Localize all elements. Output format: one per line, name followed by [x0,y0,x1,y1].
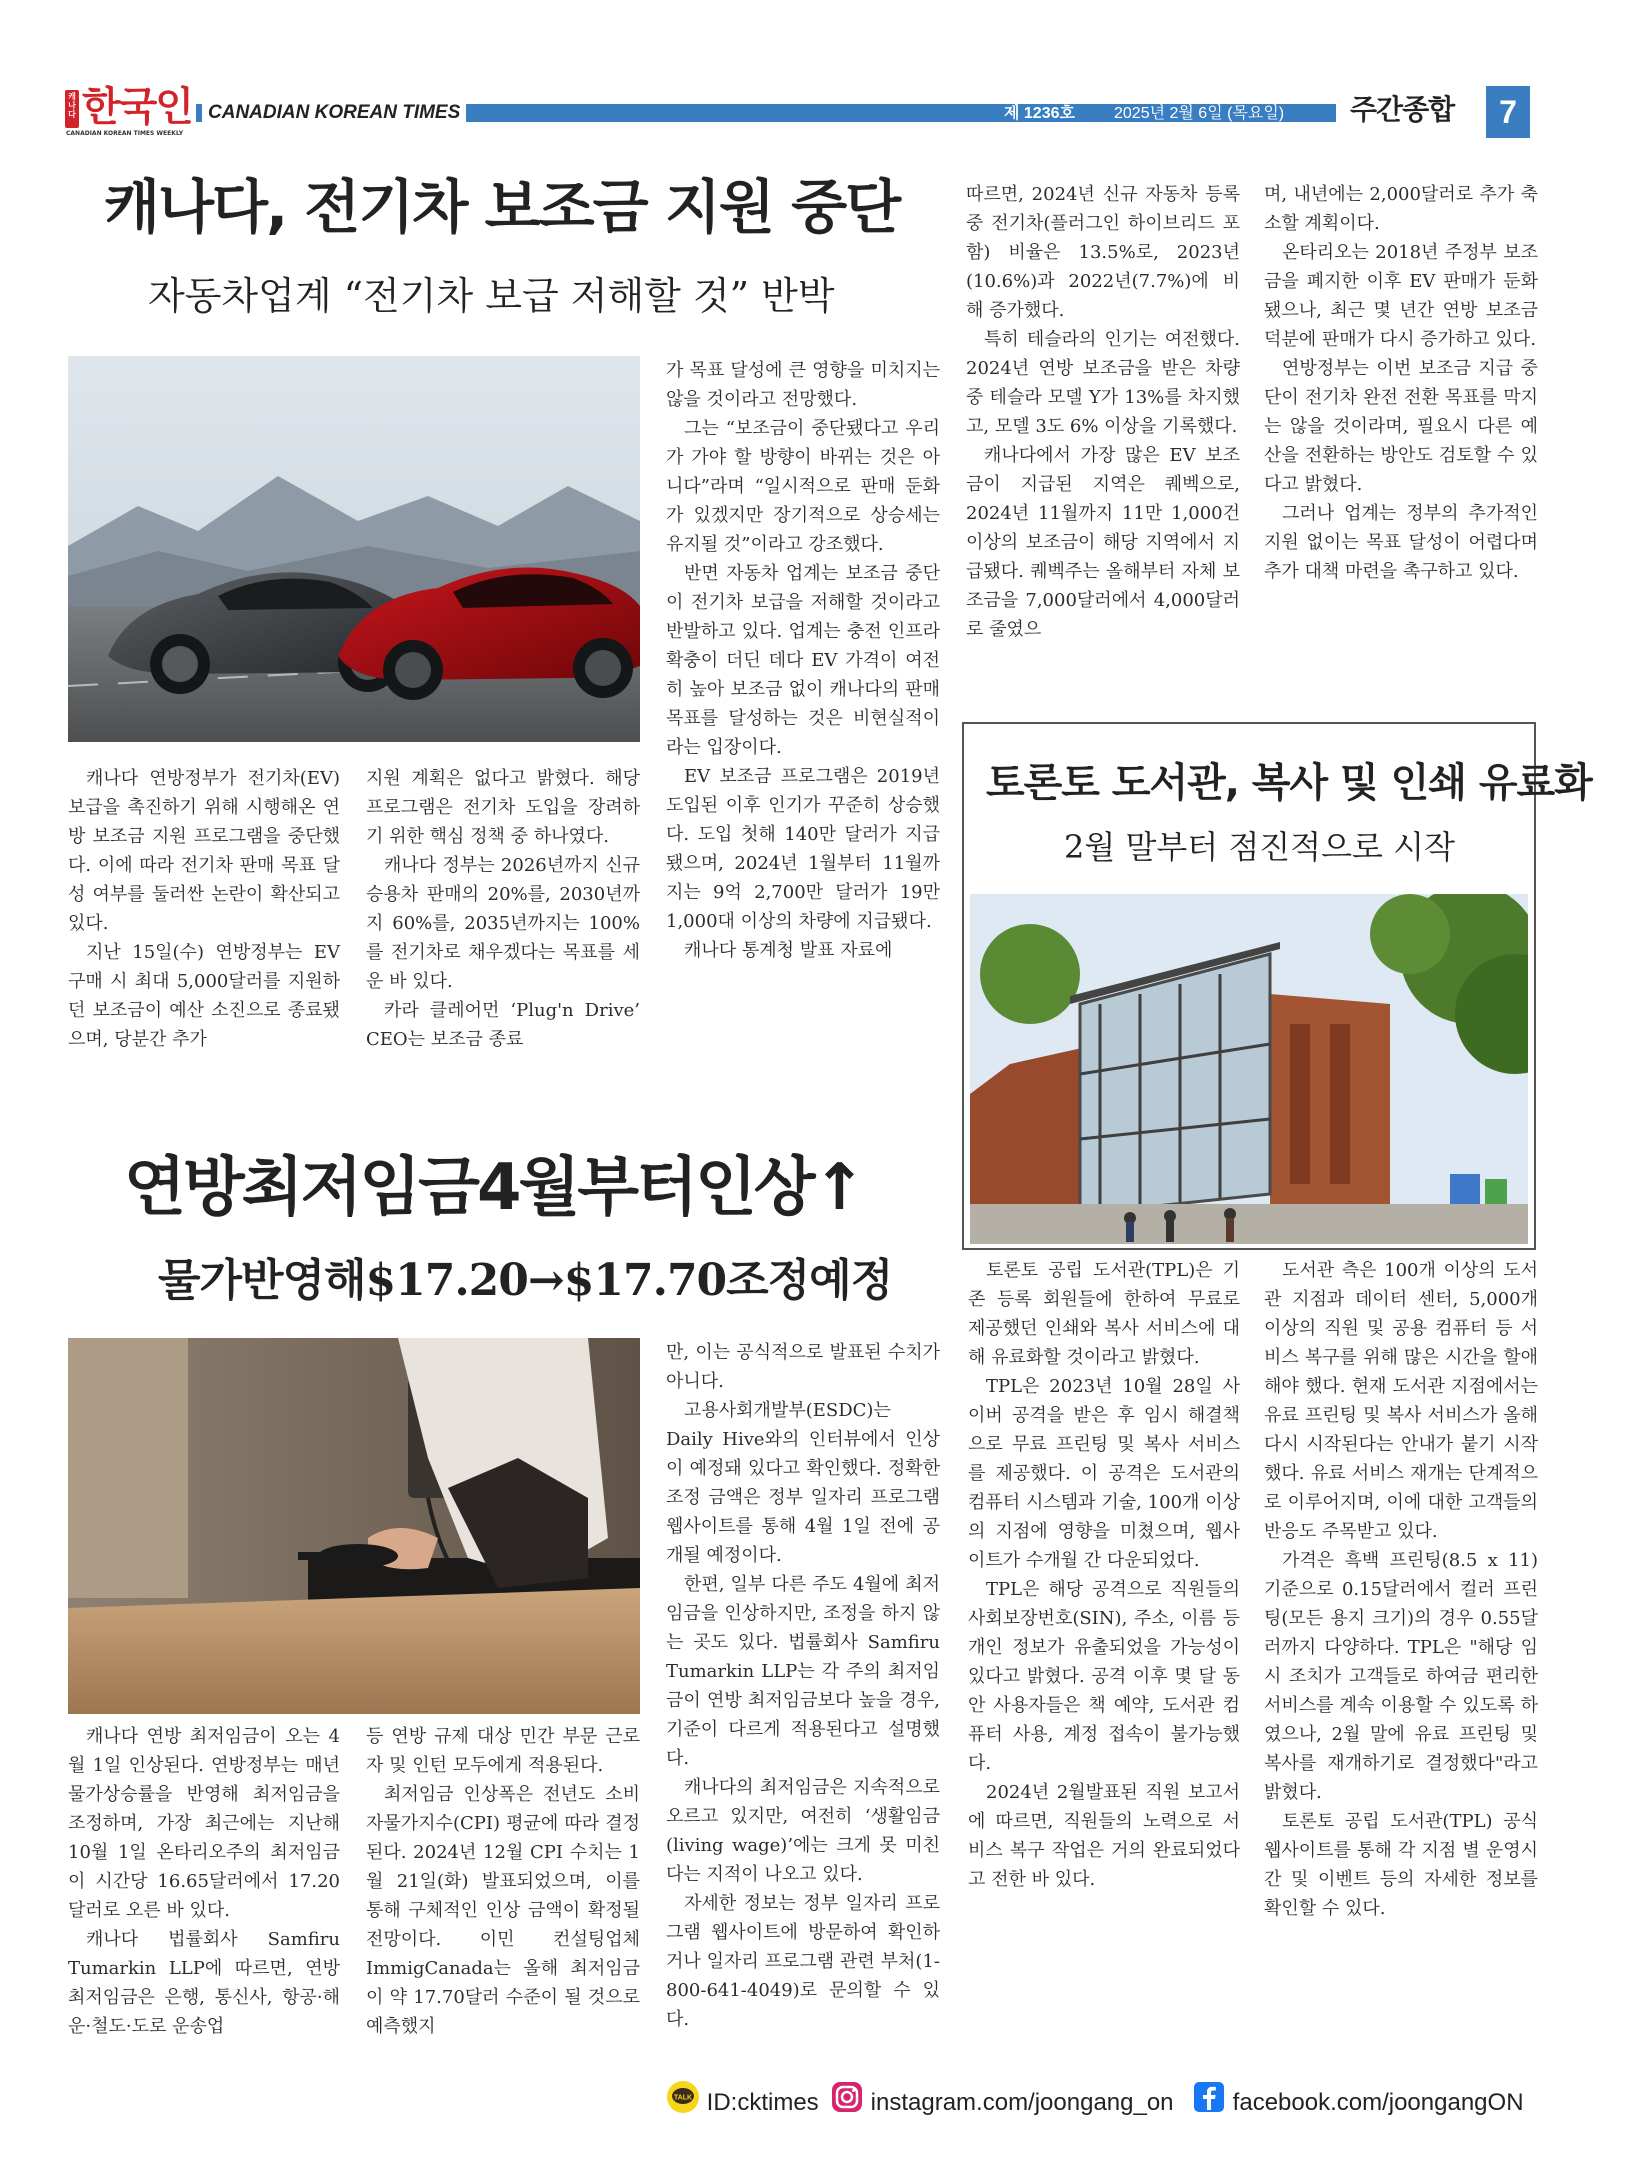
paragraph: 토론토 공립 도서관(TPL) 공식 웹사이트를 통해 각 지점 별 운영시간 및 이벤트 등의 자세한 정보를 확인할 수 있다. [1264,1811,1538,1919]
paragraph: 며, 내년에는 2,000달러로 추가 축소할 계획이다. [1264,184,1538,234]
kakaotalk-icon [666,2080,700,2127]
kakao-id: ID:cktimes [706,2088,819,2116]
paragraph: 도서관 측은 100개 이상의 도서관 지점과 데이터 센터, 5,000개 이상의 직원 및 공용 컴퓨터 등 서비스 복구를 위해 많은 시간을 할애해야 했다. 현재 도서관 지점에서는 유료 프린팅 및 복사 서비스가 올해 다시 시작된다는 안내가 붙기 시작했다. 유료 서비스 재개는 단계적으로 이루어지며, 이에 대한 고객들의 반응도 주목받고 있다. [1264,1260,1538,1542]
paragraph: 고용사회개발부(ESDC)는 Daily Hive와의 인터뷰에서 인상이 예정돼 있다고 확인했다. 정확한 조정 금액은 정부 일자리 프로그램 웹사이트를 통해 4월 1일 전에 공개될 예정이다. [666,1400,940,1566]
paragraph: 연방정부는 이번 보조금 지급 중단이 전기차 완전 전환 목표를 막지는 않을 것이라며, 필요시 다른 예산을 전환하는 방안도 검토할 수 있다고 밝혔다. [1264,358,1538,495]
page-number: 7 [1486,86,1530,138]
article2-subhead: 물가반영해$17.20→$17.70조정예정 [158,1255,893,1306]
paragraph: 그는 “보조금이 중단됐다고 우리가 가야 할 방향이 바뀌는 것은 아니다”라며 “일시적으로 판매 둔화가 있겠지만 장기적으로 상승세는 유지될 것”이라고 강조했다. [666,418,940,555]
library-building-image [970,894,1528,1244]
paragraph: 토론토 공립 도서관(TPL)은 기존 등록 회원들에 한하여 무료로 제공했던 인쇄와 복사 서비스에 대해 유료화할 것이라고 밝혔다. [968,1260,1240,1368]
article2-column-3 [666,1338,940,2034]
article2-headline: 연방최저임금4월부터인상↑ [124,1151,864,1225]
logo-tag: 캐나다 [65,90,79,128]
paragraph: 캐나다에서 가장 많은 EV 보조금이 지급된 지역은 퀘벡으로, 2024년 11월까지 11만 1,000건 이상의 보조금이 해당 지역에서 지급됐다. 퀘벡주는 올해부터 자체 보조금을 7,000달러에서 4,000달러로 줄였으 [966,445,1240,640]
logo-subtitle: CANADIAN KOREAN TIMES WEEKLY [66,130,184,137]
article1-headline: 캐나다, 전기차 보조금 지원 중단 [104,173,900,241]
footer-facebook [1192,2080,1524,2120]
paragraph: 캐나다의 최저임금은 지속적으로 오르고 있지만, 여전히 ‘생활임금(living wage)’에는 크게 못 미친다는 지적이 나오고 있다. [666,1777,940,1885]
paragraph: 자세한 정보는 정부 일자리 프로그램 웹사이트에 방문하여 확인하거나 일자리 프로그램 관련 부처(1-800-641-4049)로 문의할 수 있다. [666,1893,940,2030]
paragraph: TPL은 해당 공격으로 직원들의 사회보장번호(SIN), 주소, 이름 등 개인 정보가 유출되었을 가능성이 있다고 밝혔다. 공격 이후 몇 달 동안 사용자들은 책 예약, 도서관 컴퓨터 사용, 계정 접속이 불가능했다. [968,1579,1240,1774]
article1-column-5 [1264,180,1538,586]
article2-column-2 [366,1722,640,2041]
article3-subhead: 2월 말부터 점진적으로 시작 [1064,828,1455,866]
issue-number: 제 1236호 [1004,105,1075,122]
article1-column-4 [966,180,1240,644]
article3-photo-library [970,894,1528,1244]
paragraph: 온타리오는 2018년 주정부 보조금을 폐지한 이후 EV 판매가 둔화됐으나, 최근 몇 년간 연방 보조금 덕분에 판매가 다시 증가하고 있다. [1264,242,1538,350]
paragraph: TPL은 2023년 10월 28일 사이버 공격을 받은 후 임시 해결책으로 무료 프린팅 및 복사 서비스를 제공했다. 이 공격은 도서관의 컴퓨터 시스템과 기술, 100개 이상의 지점에 영향을 미쳤으며, 웹사이트가 수개월 간 다운되었다. [968,1376,1240,1571]
issue-date: 2025년 2월 6일 (목요일) [1114,105,1285,122]
article1-column-2 [366,764,640,1054]
facebook-icon [1192,2080,1226,2127]
article1-photo-tesla-cars [68,356,640,742]
article2-photo-barista [68,1338,640,1714]
masthead [62,86,1542,146]
paragraph: 캐나다 연방정부가 전기차(EV) 보급을 촉진하기 위해 시행해온 연방 보조금 지원 프로그램을 중단했다. 이에 따라 전기차 판매 목표 달성 여부를 둘러싼 논란이 확산되고 있다. [68,768,340,934]
instagram-handle: instagram.com/joongang_on [870,2088,1174,2116]
logo-name: 한국인 [82,84,192,130]
article3-box [962,722,1592,1250]
paragraph: 만, 이는 공식적으로 발표된 수치가 아니다. [666,1342,940,1392]
instagram-icon [830,2080,864,2127]
facebook-page: facebook.com/joongangON [1232,2088,1524,2116]
paragraph: 따르면, 2024년 신규 자동차 등록 중 전기차(플러그인 하이브리드 포함) 비율은 13.5%로, 2023년(10.6%)과 2022년(7.7%)에 비해 증가했다. [966,184,1240,321]
paragraph: 지난 15일(수) 연방정부는 EV 구매 시 최대 5,000달러를 지원하던 보조금이 예산 소진으로 종료됐으며, 당분간 추가 [68,942,340,1050]
newspaper-logo [62,86,194,142]
article3-headline: 토론토 도서관, 복사 및 인쇄 유료화 [986,760,1592,806]
article1-subhead: 자동차업계 “전기차 보급 저해할 것” 반박 [148,274,835,318]
paragraph: 지원 계획은 없다고 밝혔다. 해당 프로그램은 전기차 도입을 장려하기 위한 핵심 정책 중 하나였다. [366,768,640,847]
paper-title: CANADIAN KOREAN TIMES [202,104,466,122]
paragraph: 캐나다 통계청 발표 자료에 [684,940,893,961]
kakaotalk-icon-label: TALK [673,2094,693,2102]
paragraph: 카라 클레어먼 ‘Plug'n Drive’ CEO는 보조금 종료 [366,1000,640,1050]
paragraph: 캐나다 법률회사 Samfiru Tumarkin LLP에 따르면, 연방 최저임금은 은행, 통신사, 항공·해운·철도·도로 운송업 [68,1929,340,2037]
paragraph: 최저임금 인상폭은 전년도 소비자물가지수(CPI) 평균에 따라 결정된다. 2024년 12월 CPI 수치는 1월 21일(화) 발표되었으며, 이를 통해 구체적인 인상 금액이 확정될 전망이다. 이민 컨설팅업체 ImmigCanada는 올해 최저임금이 약 17.70달러 수준이 될 것으로 예측했지 [366,1784,640,2037]
article1-column-3 [666,356,940,965]
barista-image [68,1338,640,1714]
paragraph: 반면 자동차 업계는 보조금 중단이 전기차 보급을 저해할 것이라고 반발하고 있다. 업계는 충전 인프라 확충이 더딘 데다 EV 가격이 여전히 높아 보조금 없이 캐나다의 판매 목표를 달성하는 것은 비현실적이라는 입장이다. [666,563,940,758]
paragraph: 특히 테슬라의 인기는 여전했다. 2024년 연방 보조금을 받은 차량 중 테슬라 모델 Y가 13%를 차지했고, 모델 3도 6% 이상을 기록했다. [966,329,1240,437]
article3-column-2 [1264,1256,1538,1923]
paragraph: 그러나 업계는 정부의 추가적인 지원 없이는 목표 달성이 어렵다며 추가 대책 마련을 촉구하고 있다. [1264,503,1538,582]
paragraph: 캐나다 정부는 2026년까지 신규 승용차 판매의 20%를, 2030년까지 60%를, 2035년까지는 100%를 전기차로 채우겠다는 목표를 세운 바 있다. [366,855,640,992]
tesla-cars-image [68,356,640,742]
paragraph: 한편, 일부 다른 주도 4월에 최저임금을 인상하지만, 조정을 하지 않는 곳도 있다. 법률회사 Samfiru Tumarkin LLP는 각 주의 최저임금이 연방 최저임금보다 높을 경우, 기준이 다르게 적용된다고 설명했다. [666,1574,940,1769]
paragraph: 캐나다 연방 최저임금이 오는 4월 1일 인상된다. 연방정부는 매년 물가상승률을 반영해 최저임금을 조정하며, 가장 최근에는 지난해 10월 1일 온타리오주의 최저임금이 시간당 16.65달러에서 17.20달러로 오른 바 있다. [68,1726,340,1921]
paragraph: 2024년 2월발표된 직원 보고서에 따르면, 직원들의 노력으로 서비스 복구 작업은 거의 완료되었다고 전한 바 있다. [968,1782,1240,1890]
footer-kakao [666,2080,819,2120]
paragraph: 등 연방 규제 대상 민간 부문 근로자 및 인턴 모두에게 적용된다. [366,1726,640,1776]
article2-column-1 [68,1722,340,2041]
paragraph: EV 보조금 프로그램은 2019년 도입된 이후 인기가 꾸준히 상승했다. 도입 첫해 140만 달러가 지급됐으며, 2024년 1월부터 11월까지는 9억 2,700만 달러가 19만 1,000대 이상의 차량에 지급됐다. [666,766,940,932]
paragraph: 가 목표 달성에 큰 영향을 미치지는 않을 것이라고 전망했다. [666,360,940,410]
header-bar [196,104,1336,122]
section-title: 주간종합 [1350,93,1455,126]
article3-column-1 [968,1256,1240,1894]
footer-instagram [830,2080,1174,2120]
paragraph: 가격은 흑백 프린팅(8.5 x 11) 기준으로 0.15달러에서 컬러 프린팅(모든 용지 크기)의 경우 0.55달러까지 다양하다. TPL은 "해당 임시 조치가 고객들로 하여금 편리한 서비스를 계속 이용할 수 있도록 하였으나, 2월 말에 유료 프린팅 및 복사를 재개하기로 결정했다"라고 밝혔다. [1264,1550,1538,1803]
article1-column-1 [68,764,340,1054]
